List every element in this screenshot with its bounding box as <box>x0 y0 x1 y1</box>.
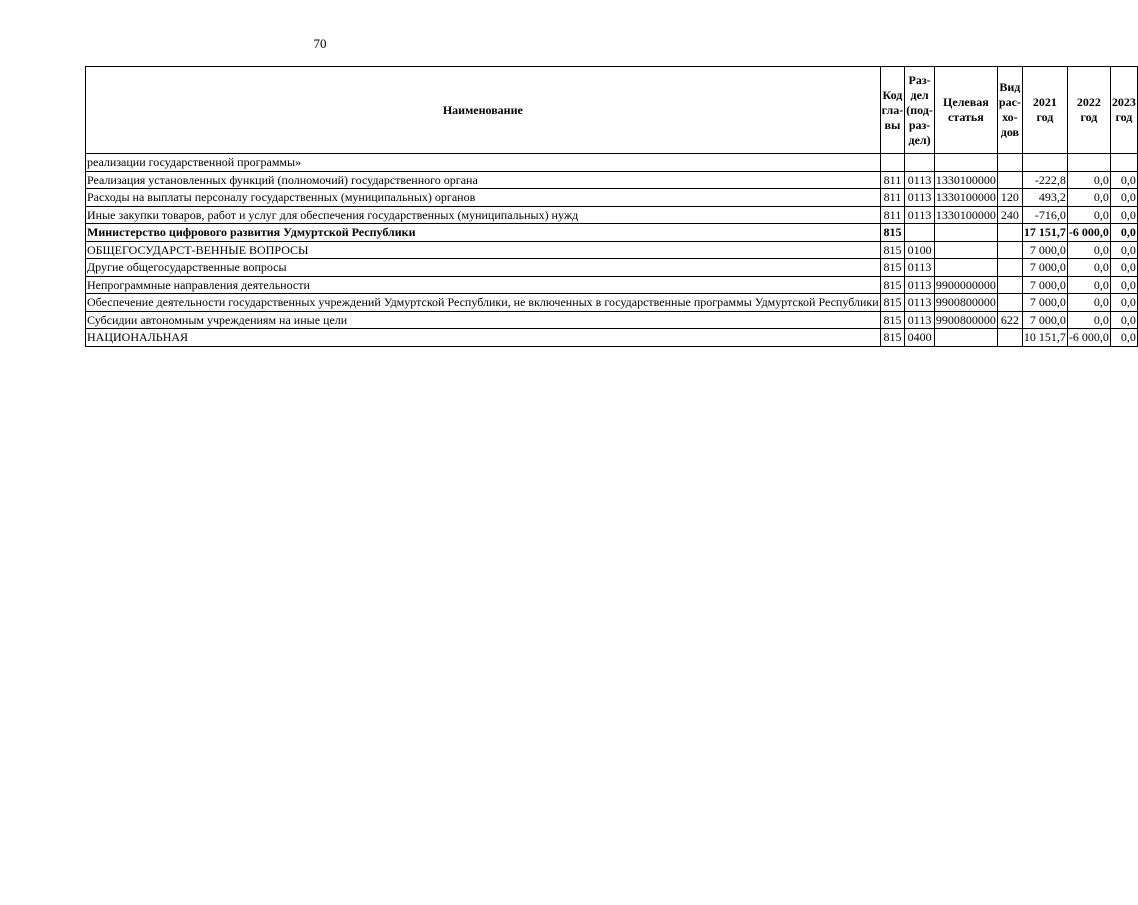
cell-2023: 0,0 <box>1110 206 1137 224</box>
cell-2022: 0,0 <box>1067 206 1110 224</box>
cell-razdel: 0113 <box>905 171 935 189</box>
cell-2022: 0,0 <box>1067 294 1110 312</box>
cell-name: Другие общегосударственные вопросы <box>86 259 881 277</box>
cell-razdel: 0113 <box>905 276 935 294</box>
cell-2023: 0,0 <box>1110 276 1137 294</box>
cell-celevaya-statya: 1330100000 <box>935 172 996 187</box>
cell-2023: 0,0 <box>1110 189 1137 207</box>
cell-2021: -716,0 <box>1022 206 1067 224</box>
cell-celevaya-statya: 9900800000 <box>935 312 996 327</box>
cell-code-glavy <box>880 154 905 172</box>
cell-2022: 0,0 <box>1067 171 1110 189</box>
cell-razdel: 0113 <box>905 189 935 207</box>
cell-2022: 0,0 <box>1067 241 1110 259</box>
cell-2021: 7 000,0 <box>1022 294 1067 312</box>
cell-2023: 0,0 <box>1110 294 1137 312</box>
cell-2021 <box>1022 154 1067 172</box>
cell-razdel: 0113 <box>905 311 935 329</box>
cell-celevaya-statya: 1330100000 <box>935 190 996 204</box>
cell-vid-rashodov <box>997 241 1022 259</box>
cell-2022: -6 000,0 <box>1068 330 1109 344</box>
header-celevaya-statya: Целевая статья <box>934 67 997 154</box>
header-name: Наименование <box>86 67 881 154</box>
cell-razdel <box>905 154 935 172</box>
table-row <box>86 206 1138 224</box>
cell-vid-rashodov <box>997 224 1022 242</box>
cell-celevaya-statya <box>934 329 997 347</box>
table-row <box>86 259 1138 277</box>
cell-name: Обеспечение деятельности государственных учреждений Удмуртской Республики, не включенных в государственные программы Удмуртской Республики <box>87 295 879 309</box>
cell-name: Расходы на выплаты персоналу государственных (муниципальных) органов <box>86 189 881 207</box>
cell-code-glavy: 811 <box>880 189 905 207</box>
cell-name: Иные закупки товаров, работ и услуг для обеспечения государственных (муниципальных) нужд <box>86 206 881 224</box>
table-row <box>86 276 1138 294</box>
cell-vid-rashodov: 622 <box>997 311 1022 329</box>
cell-razdel <box>905 224 935 242</box>
budget-table <box>85 66 1138 347</box>
cell-vid-rashodov <box>997 171 1022 189</box>
cell-2023: 0,0 <box>1110 171 1137 189</box>
cell-2022: 0,0 <box>1067 276 1110 294</box>
cell-vid-rashodov <box>997 294 1022 312</box>
cell-code-glavy: 815 <box>880 294 905 312</box>
table-row <box>86 224 1138 242</box>
cell-razdel: 0113 <box>905 259 935 277</box>
cell-name: Реализация установленных функций (полномочий) государственного органа <box>86 171 881 189</box>
cell-name: реализации государственной программы» <box>86 154 881 172</box>
cell-2021: 7 000,0 <box>1022 259 1067 277</box>
cell-2021: 10 151,7 <box>1023 330 1066 344</box>
cell-code-glavy: 811 <box>880 206 905 224</box>
cell-2022: 0,0 <box>1067 189 1110 207</box>
cell-2021: -222,8 <box>1022 171 1067 189</box>
header-2021: 2021 год <box>1022 67 1067 154</box>
table-row <box>86 171 1138 189</box>
cell-2023: 0,0 <box>1110 259 1137 277</box>
cell-2022: 0,0 <box>1067 259 1110 277</box>
cell-2023 <box>1110 154 1137 172</box>
table-row <box>86 154 1138 172</box>
header-2022: 2022 год <box>1067 67 1110 154</box>
cell-2023: 0,0 <box>1110 329 1137 347</box>
cell-razdel: 0113 <box>905 294 935 312</box>
cell-2023: 0,0 <box>1110 311 1137 329</box>
cell-code-glavy: 815 <box>880 311 905 329</box>
cell-2021: 7 000,0 <box>1022 311 1067 329</box>
table-row <box>86 329 1138 347</box>
table-header-row <box>86 67 1138 154</box>
cell-2021: 7 000,0 <box>1022 276 1067 294</box>
cell-code-glavy: 815 <box>880 276 905 294</box>
table-row <box>86 241 1138 259</box>
header-razdel: Раз-дел (под-раз-дел) <box>905 67 935 154</box>
page-number: 70 <box>313 36 327 51</box>
cell-vid-rashodov <box>997 154 1022 172</box>
cell-2023: 0,0 <box>1110 224 1137 242</box>
cell-celevaya-statya <box>934 259 997 277</box>
table-body <box>86 154 1138 347</box>
cell-2021: 17 151,7 <box>1023 225 1066 239</box>
header-vid-rashodov: Вид рас-хо-дов <box>997 67 1022 154</box>
cell-2023: 0,0 <box>1110 241 1137 259</box>
cell-name: ОБЩЕГОСУДАРСТ-ВЕННЫЕ ВОПРОСЫ <box>86 241 881 259</box>
cell-2021: 7 000,0 <box>1022 241 1067 259</box>
cell-2022 <box>1067 154 1110 172</box>
cell-name: Непрограммные направления деятельности <box>86 276 881 294</box>
cell-2022: -6 000,0 <box>1068 225 1109 239</box>
cell-vid-rashodov <box>997 329 1022 347</box>
cell-name: Субсидии автономным учреждениям на иные цели <box>86 311 881 329</box>
table-row <box>86 189 1138 207</box>
cell-razdel: 0100 <box>905 241 935 259</box>
table-row <box>86 311 1138 329</box>
cell-code-glavy: 815 <box>880 241 905 259</box>
cell-2022: 0,0 <box>1067 311 1110 329</box>
cell-celevaya-statya: 9900000000 <box>935 277 996 292</box>
cell-code-glavy: 815 <box>880 259 905 277</box>
cell-celevaya-statya <box>934 154 997 172</box>
header-2023: 2023 год <box>1110 67 1137 154</box>
header-code-glavy: Код гла-вы <box>880 67 905 154</box>
cell-vid-rashodov: 120 <box>997 189 1022 207</box>
cell-vid-rashodov <box>997 259 1022 277</box>
cell-name: Министерство цифрового развития Удмуртской Республики <box>86 224 881 242</box>
cell-celevaya-statya: 9900800000 <box>935 295 996 309</box>
cell-name: НАЦИОНАЛЬНАЯ <box>86 329 881 347</box>
cell-code-glavy: 811 <box>880 171 905 189</box>
cell-razdel: 0400 <box>905 329 935 347</box>
cell-2021: 493,2 <box>1022 189 1067 207</box>
table-row <box>86 294 1138 312</box>
cell-vid-rashodov: 240 <box>997 206 1022 224</box>
cell-code-glavy: 815 <box>880 224 905 242</box>
cell-celevaya-statya: 1330100000 <box>935 207 996 222</box>
cell-code-glavy: 815 <box>880 329 905 347</box>
cell-celevaya-statya <box>934 241 997 259</box>
cell-celevaya-statya <box>934 224 997 242</box>
cell-vid-rashodov <box>997 276 1022 294</box>
cell-razdel: 0113 <box>905 206 935 224</box>
